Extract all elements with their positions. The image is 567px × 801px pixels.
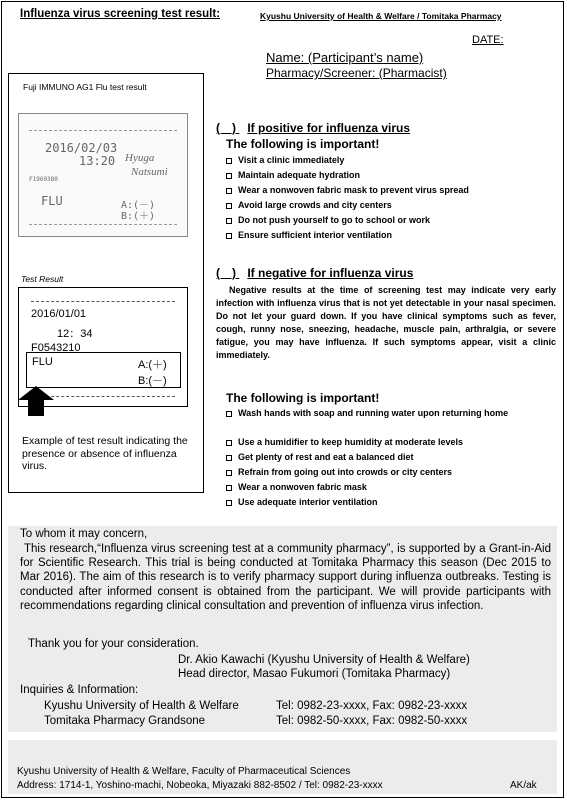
square-bullet-icon (226, 500, 232, 506)
photo-flu: FLU (41, 194, 63, 208)
positive-item: Do not push yourself to go to school or work (226, 215, 430, 225)
inquiries-label: Inquiries & Information: (20, 684, 139, 696)
test-kit-photo (18, 113, 188, 237)
result-a-positive: A:(＋) (138, 359, 167, 371)
negative-item: Get plenty of rest and eat a balanced diet (226, 451, 561, 464)
positive-checkbox[interactable]: ( ) (216, 121, 236, 135)
photo-a-result: A:(－) (121, 200, 156, 211)
date-label: DATE: (472, 34, 504, 46)
photo-name-last: Natsumi (131, 166, 168, 178)
square-bullet-icon (226, 455, 232, 461)
photo-b-result: B:(＋) (121, 211, 156, 222)
square-bullet-icon (226, 203, 232, 209)
negative-important: The following is important! (226, 391, 380, 405)
square-bullet-icon (226, 188, 232, 194)
pharmacy-screener: Pharmacy/Screener: (Pharmacist) (266, 66, 447, 80)
result-window (26, 352, 181, 388)
letter-salutation: To whom it may concern, (20, 528, 148, 540)
square-bullet-icon (226, 485, 232, 491)
result-flu: FLU (32, 356, 53, 368)
positive-item: Ensure sufficient interior ventilation (226, 230, 392, 240)
letter-thanks: Thank you for your consideration. (28, 638, 199, 650)
positive-important: The following is important! (226, 137, 380, 151)
signer-1: Dr. Akio Kawachi (Kyushu University of Health & Welfare) (178, 654, 470, 666)
sample-caption: Example of test result indicating the presence or absence of influenza virus. (22, 435, 188, 472)
negative-item: Refrain from going out into crowds or city centers (226, 466, 561, 479)
up-arrow-icon (18, 386, 54, 416)
photo-dashed-line (29, 224, 177, 225)
negative-item: Use a humidifier to keep humidity at moderate levels (226, 436, 561, 449)
negative-heading (216, 264, 413, 281)
kit-title: Fuji IMMUNO AG1 Flu test result (23, 82, 147, 92)
contact-phone: Tel: 0982-23-xxxx, Fax: 0982-23-xxxx (276, 700, 468, 712)
participant-name: Name: (Participant’s name) (266, 50, 424, 65)
photo-name-first: Hyuga (125, 152, 155, 164)
result-id: F0543210 (31, 342, 81, 354)
square-bullet-icon (226, 218, 232, 224)
square-bullet-icon (226, 233, 232, 239)
square-bullet-icon (226, 173, 232, 179)
positive-item: Wear a nonwoven fabric mask to prevent virus spread (226, 185, 469, 195)
positive-item: Visit a clinic immediately (226, 155, 344, 165)
positive-heading (216, 119, 410, 136)
footer-faculty: Kyushu University of Health & Welfare, Faculty of Pharmaceutical Sciences (17, 766, 351, 777)
photo-date: 2016/02/03 (45, 141, 118, 155)
document-title: Influenza virus screening test result: (20, 8, 221, 20)
positive-item: Avoid large crowds and city centers (226, 200, 392, 210)
square-bullet-icon (226, 158, 232, 164)
footer-address: Address: 1714-1, Yoshino-machi, Nobeoka, Miyazaki 882-8502 / Tel: 0982-23-xxxx (17, 780, 383, 791)
result-time: 12：34 (57, 328, 93, 340)
letter-body: This research,“Influenza virus screening test at a community pharmacy”, is supported by a Grant-in-Aid for Scientific Research. This trial is being conducted at Tomitaka Pharmacy this season (Dec 2015 to Mar 2016). The aim of this research is to verify pharmacy support during influenza outbreaks. Testing is conducted after informed consent is obtained from the participant. We will provide participants with recommendations regarding clinical consultation and prevention of influenza virus infection. (20, 543, 551, 612)
contact-name: Tomitaka Pharmacy Grandsone (44, 715, 206, 727)
square-bullet-icon (226, 470, 232, 476)
square-bullet-icon (226, 440, 232, 446)
result-date: 2016/01/01 (31, 308, 87, 320)
test-result-label: Test Result (21, 274, 64, 284)
photo-time: 13:20 (79, 154, 116, 168)
photo-id: F1960380 (29, 176, 58, 183)
negative-item: Wear a nonwoven fabric mask (226, 481, 561, 494)
result-b-negative: B:(－) (138, 375, 167, 387)
contact-phone: Tel: 0982-50-xxxx, Fax: 0982-50-xxxx (276, 715, 468, 727)
positive-heading-text: If positive for influenza virus (247, 121, 411, 135)
footer-initials: AK/ak (510, 780, 537, 791)
signer-2: Head director, Masao Fukumori (Tomitaka Pharmacy) (178, 668, 451, 680)
negative-checkbox[interactable]: ( ) (216, 266, 236, 280)
square-bullet-icon (226, 411, 232, 417)
negative-item: Wash hands with soap and running water upon returning home (226, 407, 561, 420)
contact-name: Kyushu University of Health & Welfare (44, 700, 239, 712)
negative-paragraph: Negative results at the time of screening test may indicate very early infection with influenza virus that is not yet detectable in your nasal specimen. Do not let your guard down. If you have clinical symptoms such as fever, cough, runny nose, sneezing, headache, muscle pain, arthralgia, or severe fatigue, you may have influenza. If such symptoms appear, visit a clinic immediately. (216, 285, 556, 360)
negative-item: Use adequate interior ventilation (226, 496, 561, 509)
photo-dashed-line (29, 130, 177, 131)
positive-item: Maintain adequate hydration (226, 170, 360, 180)
negative-heading-text: If negative for influenza virus (247, 266, 414, 280)
organizations: Kyushu University of Health & Welfare / Tomitaka Pharmacy (260, 11, 502, 21)
result-dashed-line (31, 301, 175, 302)
